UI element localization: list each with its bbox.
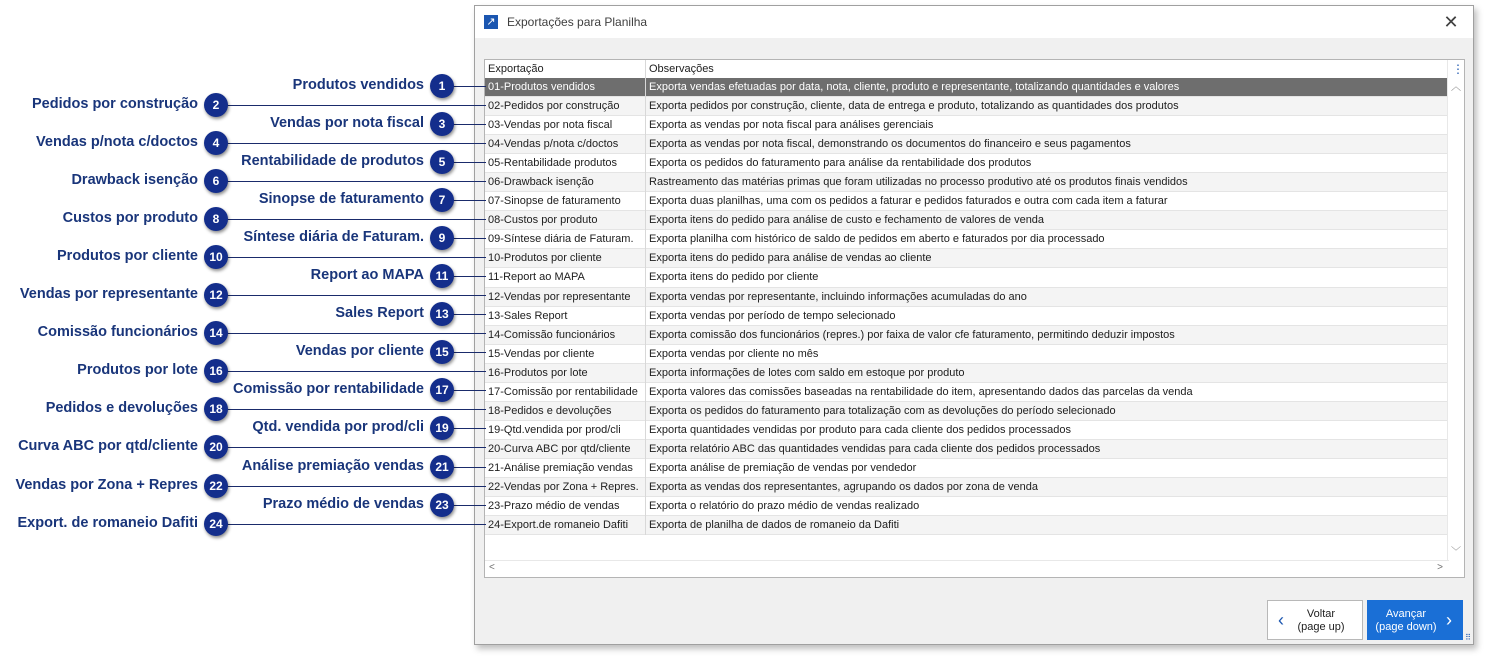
cell-observacoes: Exporta o relatório do prazo médio de vendas realizado bbox=[649, 500, 920, 513]
table-row[interactable] bbox=[485, 402, 1449, 421]
cell-observacoes: Exporta comissão dos funcionários (repres.) por faixa de valor cfe faturamento, permitindo deduzir impostos bbox=[649, 328, 1175, 341]
callout-badge: 9 bbox=[430, 226, 454, 250]
callout-badge: 23 bbox=[430, 493, 454, 517]
callout-label: Comissão funcionários bbox=[37, 324, 198, 340]
dialog-titlebar bbox=[475, 6, 1473, 38]
cell-observacoes: Rastreamento das matérias primas que foram utilizadas no processo produtivo até os produtos finais vendidos bbox=[649, 176, 1188, 189]
cell-exportacao: 04-Vendas p/nota c/doctos bbox=[485, 135, 646, 154]
cell-exportacao: 02-Pedidos por construção bbox=[485, 97, 646, 116]
callout-badge: 2 bbox=[204, 93, 228, 117]
table-row[interactable] bbox=[485, 478, 1449, 497]
callout-badge: 21 bbox=[430, 455, 454, 479]
cell-exportacao: 11-Report ao MAPA bbox=[485, 268, 646, 287]
cell-observacoes: Exporta informações de lotes com saldo em estoque por produto bbox=[649, 366, 965, 379]
table-row[interactable] bbox=[485, 288, 1449, 307]
table-row[interactable] bbox=[485, 421, 1449, 440]
callout-badge: 19 bbox=[430, 416, 454, 440]
callout-label: Síntese diária de Faturam. bbox=[243, 229, 424, 245]
callout-badge: 11 bbox=[430, 264, 454, 288]
cell-observacoes: Exporta as vendas por nota fiscal para análises gerenciais bbox=[649, 119, 934, 132]
callout-badge: 20 bbox=[204, 435, 228, 459]
cell-exportacao: 21-Análise premiação vendas bbox=[485, 459, 646, 478]
callout-label: Produtos por cliente bbox=[57, 248, 198, 264]
table-row[interactable] bbox=[485, 497, 1449, 516]
next-button[interactable] bbox=[1367, 600, 1463, 640]
callout-badge: 6 bbox=[204, 169, 228, 193]
column-menu-icon[interactable]: ⋮ bbox=[1452, 62, 1464, 76]
next-shortcut: (page down) bbox=[1375, 621, 1437, 633]
cell-observacoes: Exporta de planilha de dados de romaneio da Dafiti bbox=[649, 519, 900, 532]
callout-label: Rentabilidade de produtos bbox=[241, 153, 424, 169]
cell-exportacao: 19-Qtd.vendida por prod/cli bbox=[485, 421, 646, 440]
cell-observacoes: Exporta as vendas por nota fiscal, demonstrando os documentos do financeiro e seus pagamentos bbox=[649, 138, 1131, 151]
callout-line bbox=[216, 257, 486, 258]
cell-observacoes: Exporta vendas efetuadas por data, nota, cliente, produto e representante, totalizando quantidades e valores bbox=[649, 81, 1180, 93]
resize-grip-icon[interactable]: ⠿ bbox=[1465, 633, 1471, 642]
cell-exportacao: 06-Drawback isenção bbox=[485, 173, 646, 192]
cell-observacoes: Exporta itens do pedido para análise de custo e fechamento de valores de venda bbox=[649, 214, 1045, 227]
grid-rows bbox=[485, 78, 1449, 535]
grid-header bbox=[485, 60, 1449, 79]
table-row[interactable] bbox=[485, 211, 1449, 230]
cell-exportacao: 08-Custos por produto bbox=[485, 211, 646, 230]
table-row[interactable] bbox=[485, 135, 1449, 154]
cell-observacoes: Exporta vendas por cliente no mês bbox=[649, 347, 819, 360]
callout-label: Qtd. vendida por prod/cli bbox=[252, 419, 424, 435]
app-arrow-icon: ↗ bbox=[484, 15, 498, 29]
cell-exportacao: 10-Produtos por cliente bbox=[485, 249, 646, 268]
cell-observacoes: Exporta quantidades vendidas por produto para cada cliente dos pedidos processados bbox=[649, 423, 1071, 436]
cell-observacoes: Exporta itens do pedido para análise de vendas ao cliente bbox=[649, 252, 932, 265]
callout-badge: 7 bbox=[430, 188, 454, 212]
callout-line bbox=[216, 409, 486, 410]
callout-line bbox=[216, 295, 486, 296]
callout-label: Custos por produto bbox=[62, 210, 198, 226]
table-row[interactable] bbox=[485, 154, 1449, 173]
cell-observacoes: Exporta os pedidos do faturamento para análise da rentabilidade dos produtos bbox=[649, 157, 1032, 170]
callout-label: Vendas por cliente bbox=[295, 343, 424, 359]
callout-line bbox=[216, 524, 486, 525]
cell-observacoes: Exporta pedidos por construção, cliente, data de entrega e produto, totalizando as quantidades dos produtos bbox=[649, 100, 1179, 113]
exports-grid bbox=[484, 59, 1465, 578]
callout-label: Produtos vendidos bbox=[292, 77, 424, 93]
cell-exportacao: 09-Síntese diária de Faturam. bbox=[485, 230, 646, 249]
export-dialog bbox=[474, 5, 1474, 645]
callout-label: Vendas por representante bbox=[19, 286, 198, 302]
vertical-scrollbar[interactable] bbox=[1447, 60, 1464, 560]
callout-line bbox=[216, 371, 486, 372]
table-row[interactable] bbox=[485, 249, 1449, 268]
cell-observacoes: Exporta valores das comissões baseadas na rentabilidade do item, apresentando dados das parcelas da venda bbox=[649, 385, 1193, 398]
callout-label: Sinopse de faturamento bbox=[258, 191, 424, 207]
cell-exportacao: 17-Comissão por rentabilidade bbox=[485, 383, 646, 402]
callout-badge: 1 bbox=[430, 74, 454, 98]
cell-exportacao: 13-Sales Report bbox=[485, 307, 646, 326]
cell-observacoes: Exporta duas planilhas, uma com os pedidos a faturar e pedidos faturados e outra com cada item a faturar bbox=[649, 195, 1168, 208]
chevron-left-icon: ‹ bbox=[1278, 610, 1284, 630]
table-row[interactable] bbox=[485, 116, 1449, 135]
callout-label: Curva ABC por qtd/cliente bbox=[18, 438, 198, 454]
table-row[interactable] bbox=[485, 326, 1449, 345]
cell-observacoes: Exporta planilha com histórico de saldo de pedidos em aberto e faturados por dia processado bbox=[649, 233, 1105, 246]
cell-exportacao: 14-Comissão funcionários bbox=[485, 326, 646, 345]
scroll-left-icon[interactable]: < bbox=[489, 562, 495, 573]
callout-badge: 5 bbox=[430, 150, 454, 174]
back-button[interactable] bbox=[1267, 600, 1363, 640]
table-row[interactable] bbox=[485, 268, 1449, 287]
next-label: Avançar bbox=[1385, 608, 1427, 620]
table-row[interactable] bbox=[485, 192, 1449, 211]
callout-line bbox=[216, 105, 486, 106]
callout-line bbox=[216, 219, 486, 220]
table-row[interactable] bbox=[485, 516, 1449, 535]
callout-badge: 13 bbox=[430, 302, 454, 326]
table-row[interactable] bbox=[485, 78, 1449, 97]
close-icon[interactable]: ✕ bbox=[1443, 12, 1459, 32]
callout-label: Pedidos por construção bbox=[32, 96, 198, 112]
table-row[interactable] bbox=[485, 440, 1449, 459]
cell-exportacao: 22-Vendas por Zona + Repres. bbox=[485, 478, 646, 497]
cell-observacoes: Exporta vendas por representante, incluindo informações acumuladas do ano bbox=[649, 290, 1027, 303]
callout-badge: 22 bbox=[204, 474, 228, 498]
callout-label: Vendas por nota fiscal bbox=[270, 115, 424, 131]
table-row[interactable] bbox=[485, 383, 1449, 402]
dialog-title: Exportações para Planilha bbox=[507, 15, 648, 29]
callout-line bbox=[216, 143, 486, 144]
cell-exportacao: 20-Curva ABC por qtd/cliente bbox=[485, 440, 646, 459]
chevron-right-icon: › bbox=[1446, 610, 1452, 630]
callout-badge: 16 bbox=[204, 359, 228, 383]
callout-label: Pedidos e devoluções bbox=[45, 400, 198, 416]
cell-exportacao: 07-Sinopse de faturamento bbox=[485, 192, 646, 211]
callout-badge: 18 bbox=[204, 397, 228, 421]
callout-label: Produtos por lote bbox=[77, 362, 198, 378]
callout-label: Sales Report bbox=[335, 305, 424, 321]
table-row[interactable] bbox=[485, 459, 1449, 478]
back-label: Voltar bbox=[1306, 608, 1336, 620]
callout-label: Comissão por rentabilidade bbox=[233, 381, 424, 397]
cell-exportacao: 16-Produtos por lote bbox=[485, 364, 646, 383]
cell-observacoes: Exporta os pedidos do faturamento para totalização com as devoluções do período selecionado bbox=[649, 404, 1116, 417]
table-row[interactable] bbox=[485, 97, 1449, 116]
callout-label: Vendas p/nota c/doctos bbox=[36, 134, 198, 150]
callout-badge: 10 bbox=[204, 245, 228, 269]
cell-observacoes: Exporta análise de premiação de vendas por vendedor bbox=[649, 461, 917, 474]
callout-badge: 17 bbox=[430, 378, 454, 402]
cell-observacoes: Exporta relatório ABC das quantidades vendidas para cada cliente dos pedidos processados bbox=[649, 442, 1101, 455]
cell-exportacao: 01-Produtos vendidos bbox=[485, 78, 646, 97]
callout-label: Export. de romaneio Dafiti bbox=[17, 515, 198, 531]
scroll-up-icon[interactable]: ︿ bbox=[1451, 82, 1461, 93]
callout-badge: 4 bbox=[204, 131, 228, 155]
cell-exportacao: 03-Vendas por nota fiscal bbox=[485, 116, 646, 135]
scroll-down-icon[interactable]: ﹀ bbox=[1451, 547, 1461, 558]
callout-line bbox=[216, 333, 486, 334]
callout-badge: 3 bbox=[430, 112, 454, 136]
callout-badge: 24 bbox=[204, 512, 228, 536]
table-row[interactable] bbox=[485, 364, 1449, 383]
callout-label: Vendas por Zona + Repres bbox=[15, 477, 198, 493]
table-row[interactable] bbox=[485, 173, 1449, 192]
cell-exportacao: 24-Export.de romaneio Dafiti bbox=[485, 516, 646, 535]
cell-exportacao: 05-Rentabilidade produtos bbox=[485, 154, 646, 173]
cell-exportacao: 15-Vendas por cliente bbox=[485, 345, 646, 364]
scroll-right-icon[interactable]: > bbox=[1437, 562, 1443, 573]
callout-label: Drawback isenção bbox=[71, 172, 198, 188]
cell-observacoes: Exporta itens do pedido por cliente bbox=[649, 271, 819, 284]
table-row[interactable] bbox=[485, 307, 1449, 326]
callout-badge: 14 bbox=[204, 321, 228, 345]
column-header-observacoes[interactable]: Observações bbox=[649, 63, 714, 75]
cell-observacoes: Exporta as vendas dos representantes, agrupando os dados por zona de venda bbox=[649, 480, 1038, 493]
callout-line bbox=[216, 181, 486, 182]
callout-badge: 15 bbox=[430, 340, 454, 364]
horizontal-scrollbar[interactable] bbox=[485, 560, 1449, 577]
callout-line bbox=[216, 486, 486, 487]
callout-label: Análise premiação vendas bbox=[241, 458, 424, 474]
callout-label: Report ao MAPA bbox=[310, 267, 424, 283]
table-row[interactable] bbox=[485, 230, 1449, 249]
callout-line bbox=[216, 447, 486, 448]
column-header-exportacao[interactable]: Exportação bbox=[485, 60, 646, 78]
callout-badge: 12 bbox=[204, 283, 228, 307]
table-row[interactable] bbox=[485, 345, 1449, 364]
cell-exportacao: 23-Prazo médio de vendas bbox=[485, 497, 646, 516]
cell-exportacao: 18-Pedidos e devoluções bbox=[485, 402, 646, 421]
callout-label: Prazo médio de vendas bbox=[262, 496, 424, 512]
cell-observacoes: Exporta vendas por período de tempo selecionado bbox=[649, 309, 896, 322]
cell-exportacao: 12-Vendas por representante bbox=[485, 288, 646, 307]
callout-badge: 8 bbox=[204, 207, 228, 231]
back-shortcut: (page up) bbox=[1297, 621, 1345, 633]
